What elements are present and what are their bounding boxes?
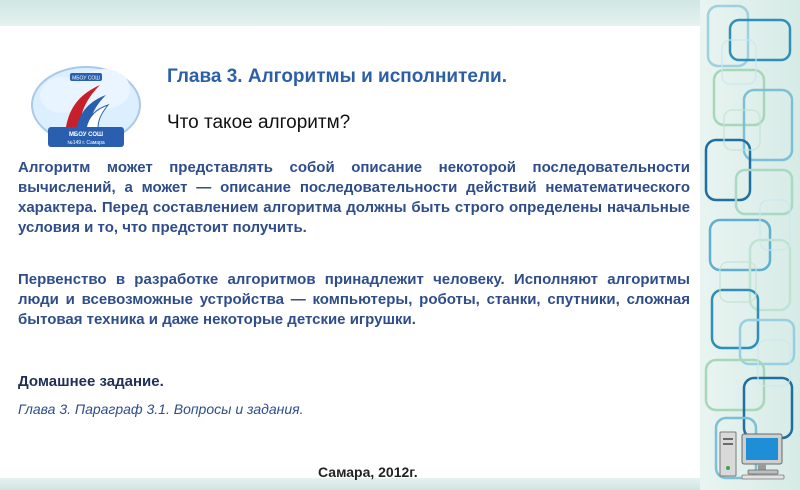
- paragraph-executors: Первенство в разработке алгоритмов принадлежит человеку. Исполняют алгоритмы люди и всевозможные устройства — компьютеры, роботы, станки, спутники, сложная бытовая техника и даже некоторые детские игрушки.: [18, 271, 690, 328]
- svg-text:№149 г. Самара: №149 г. Самара: [67, 140, 105, 146]
- computer-icon: [718, 428, 788, 480]
- school-emblem-icon: [26, 55, 146, 155]
- svg-text:МБОУ СОШ: МБОУ СОШ: [72, 75, 100, 82]
- section-title: Что такое алгоритм?: [167, 112, 351, 133]
- paragraph-definition: Алгоритм может представлять собой описание некоторой последовательности вычислений, а может — описание последовательности действий нематематического характера. Перед составлением алгоритма должны быть строго определены начальные условия и то, что предстоит получить.: [18, 159, 690, 236]
- circuit-pattern-icon: [700, 0, 800, 490]
- homework-title: Домашнее задание.: [18, 373, 164, 390]
- top-strip: [0, 0, 700, 26]
- homework-text: Глава 3. Параграф 3.1. Вопросы и задания.: [18, 401, 304, 417]
- svg-text:МБОУ СОШ: МБОУ СОШ: [68, 132, 104, 138]
- decorative-side-panel: [700, 0, 800, 490]
- footer-city-year: Самара, 2012г.: [318, 464, 418, 480]
- chapter-title: Глава 3. Алгоритмы и исполнители.: [167, 66, 508, 87]
